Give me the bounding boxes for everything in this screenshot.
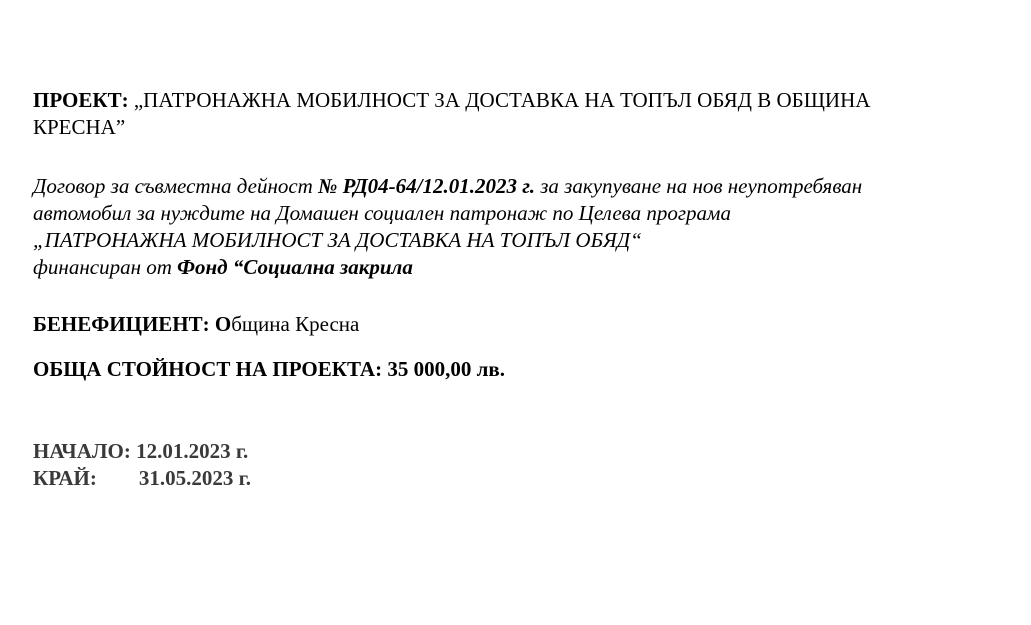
project-title-part-2: КРЕСНА” — [33, 115, 126, 139]
contract-prefix: Договор за съвместна дейност — [33, 174, 319, 198]
contract-line-1 — [33, 173, 1008, 200]
project-title-part-1: „ПАТРОНАЖНА МОБИЛНОСТ ЗА ДОСТАВКА НА ТОПЪЛ ОБЯД В ОБЩИНА — [128, 88, 871, 112]
contract-line-2: автомобил за нуждите на Домашен социален патронаж по Целева програма — [33, 201, 731, 225]
beneficiary-label: БЕНЕФИЦИЕНТ: О — [33, 312, 232, 336]
contract-line-4 — [33, 254, 1008, 281]
total-value: ОБЩА СТОЙНОСТ НА ПРОЕКТА: 35 000,00 лв. — [33, 357, 505, 381]
project-line-1 — [33, 87, 1008, 114]
contract-line-3: „ПАТРОНАЖНА МОБИЛНОСТ ЗА ДОСТАВКА НА ТОПЪЛ ОБЯД“ — [33, 228, 642, 252]
project-label: ПРОЕКТ: — [33, 88, 129, 112]
fund-name: Фонд “Социална закрила — [177, 255, 413, 279]
end-date-value: 31.05.2023 г. — [138, 466, 252, 490]
beneficiary-value: бщина Кресна — [231, 312, 360, 336]
contract-number: № РД04-64/12.01.2023 г. — [318, 174, 535, 198]
funding-prefix: финансиран от — [33, 255, 178, 279]
start-date-row — [33, 438, 1008, 465]
start-date-label: НАЧАЛО: — [33, 439, 131, 463]
end-date-label: КРАЙ: — [33, 466, 97, 490]
project-section — [33, 87, 1008, 141]
contract-suffix: за закупуване на нов неупотребяван — [534, 174, 863, 198]
beneficiary-section — [33, 311, 1008, 338]
end-date-row — [33, 465, 1008, 492]
contract-section — [33, 173, 1008, 281]
start-date-value: 12.01.2023 г. — [130, 439, 249, 463]
